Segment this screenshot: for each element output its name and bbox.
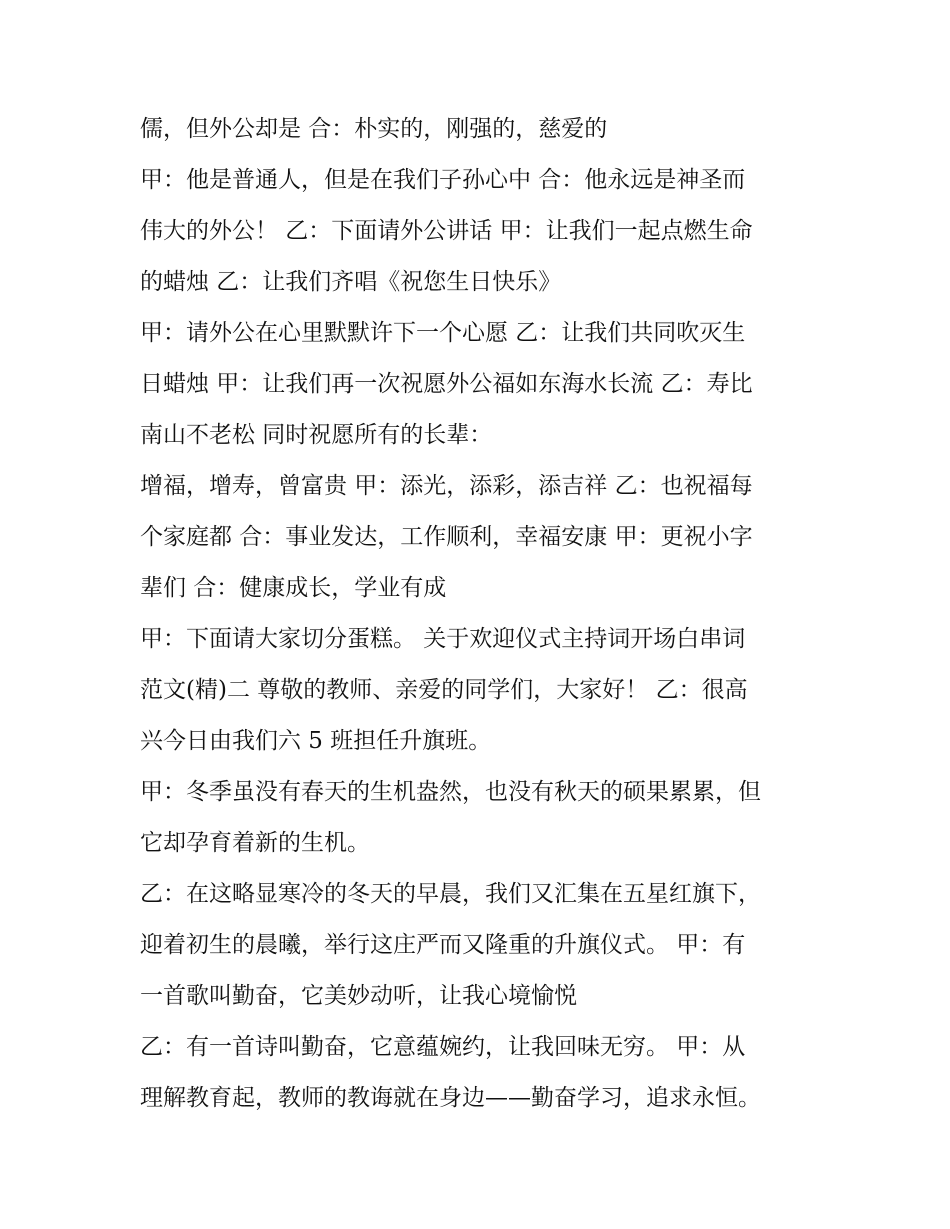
text-line: 一首歌叫勤奋，它美妙动听，让我心境愉悦 — [140, 983, 577, 1009]
text-line: 迎着初生的晨曦，举行这庄严而又隆重的升旗仪式。 甲：有 — [140, 932, 746, 958]
text-line: 甲：下面请大家切分蛋糕。 关于欢迎仪式主持词开场白串词 — [140, 626, 746, 652]
text-line: 乙：有一首诗叫勤奋，它意蕴婉约，让我回味无穷。 甲：从 — [140, 1034, 746, 1060]
text-line: 南山不老松 同时祝愿所有的长辈： — [140, 422, 493, 448]
document-body-text — [140, 104, 840, 1124]
text-line: 理解教育起，教师的教诲就在身边——勤奋学习，追求永恒。 — [140, 1085, 761, 1111]
text-line: 它却孕育着新的生机。 — [140, 830, 370, 856]
text-line: 的蜡烛 乙：让我们齐唱《祝您生日快乐》 — [140, 269, 562, 295]
text-line: 伟大的外公！ 乙：下面请外公讲话 甲：让我们一起点燃生命 — [140, 218, 753, 244]
text-line: 甲：冬季虽没有春天的生机盎然，也没有秋天的硕果累累，但 — [140, 779, 761, 805]
text-line: 增福，增寿，曾富贵 甲：添光，添彩，添吉祥 乙：也祝福每 — [140, 473, 753, 499]
text-line: 甲：他是普通人，但是在我们子孙心中 合：他永远是神圣而 — [140, 167, 746, 193]
text-line: 个家庭都 合：事业发达，工作顺利，幸福安康 甲：更祝小字 — [140, 524, 753, 550]
text-line: 辈们 合：健康成长，学业有成 — [140, 575, 447, 601]
text-line: 日蜡烛 甲：让我们再一次祝愿外公福如东海水长流 乙：寿比 — [140, 371, 753, 397]
text-line: 甲：请外公在心里默默许下一个心愿 乙：让我们共同吹灭生 — [140, 320, 746, 346]
text-line: 儒，但外公却是 合：朴实的，刚强的，慈爱的 — [140, 116, 608, 142]
text-line: 兴今日由我们六 5 班担任升旗班。 — [140, 728, 492, 754]
text-line: 乙：在这略显寒冷的冬天的早晨，我们又汇集在五星红旗下， — [140, 881, 761, 907]
text-line: 范文(精)二 尊敬的教师、亲爱的同学们，大家好！ 乙：很高 — [140, 677, 748, 703]
